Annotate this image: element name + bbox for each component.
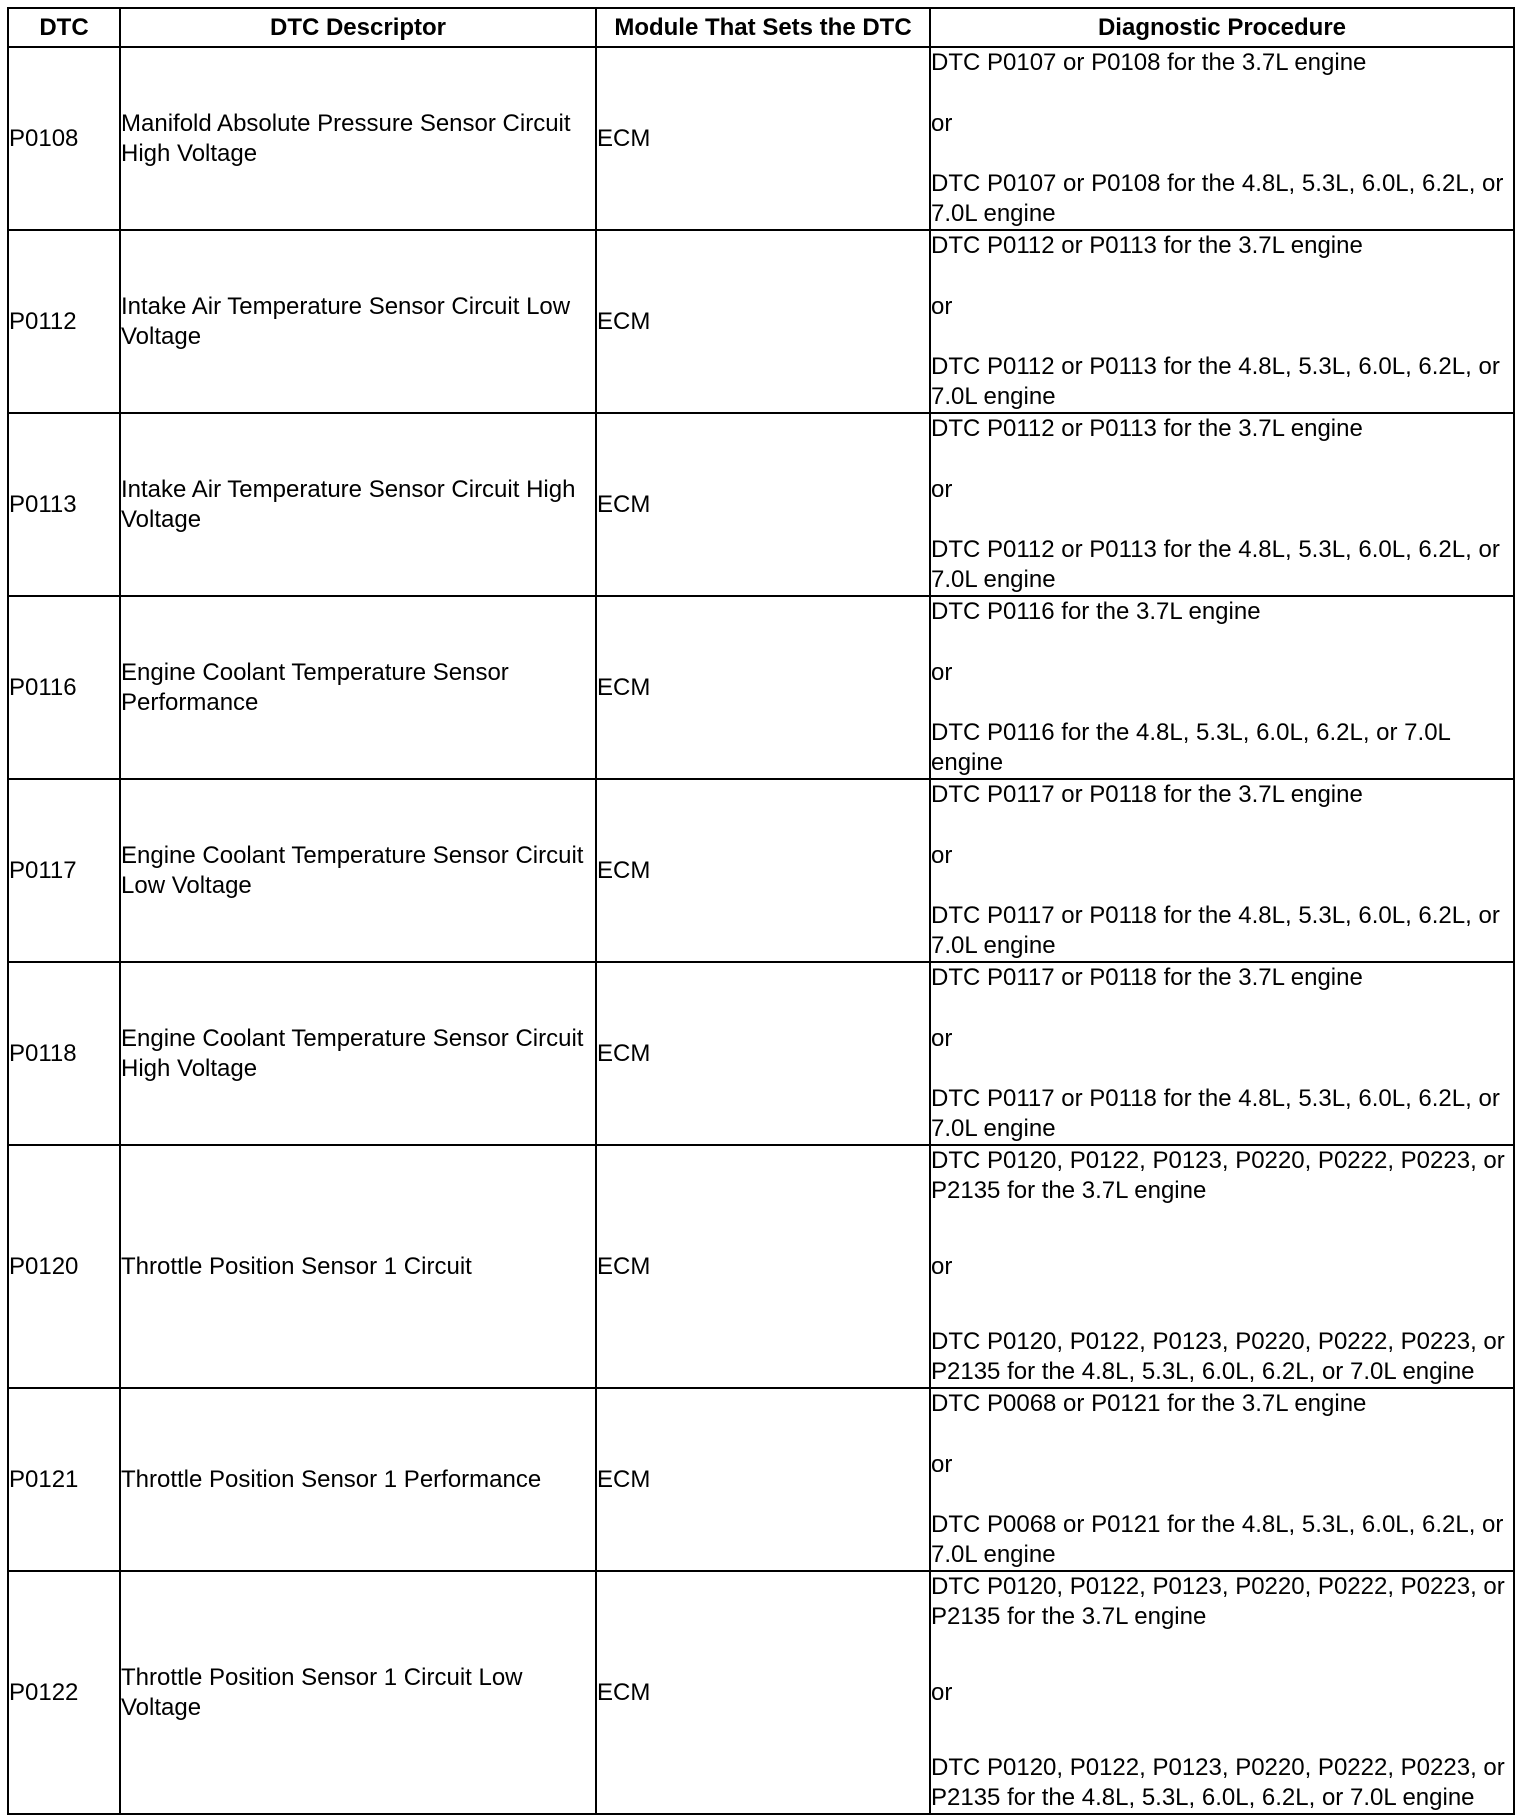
dtc-code-cell: P0118 bbox=[8, 962, 120, 1145]
procedure-content bbox=[931, 1389, 1513, 1570]
module-cell: ECM bbox=[596, 230, 930, 413]
header-procedure: Diagnostic Procedure bbox=[930, 8, 1514, 47]
procedure-first-link-text: DTC P0117 or P0118 for the 3.7L engine bbox=[931, 964, 1363, 991]
procedure-second-link-text: DTC P0117 or P0118 for the 4.8L, 5.3L, 6.0L, 6.2L, or 7.0L engine bbox=[931, 902, 1500, 959]
dtc-descriptor-cell: Engine Coolant Temperature Sensor Performance bbox=[120, 596, 596, 779]
procedure-or-text: or bbox=[931, 1252, 953, 1280]
procedure-content bbox=[931, 414, 1513, 595]
dtc-code-cell: P0121 bbox=[8, 1388, 120, 1571]
diagnostic-procedure-cell bbox=[930, 596, 1514, 779]
procedure-or-text: or bbox=[931, 109, 953, 137]
procedure-content bbox=[931, 1572, 1513, 1813]
dtc-descriptor-cell: Throttle Position Sensor 1 Circuit bbox=[120, 1145, 596, 1388]
table-row bbox=[8, 1571, 1514, 1814]
table-row bbox=[8, 230, 1514, 413]
diagnostic-procedure-cell bbox=[930, 962, 1514, 1145]
procedure-content bbox=[931, 231, 1513, 412]
table-row bbox=[8, 779, 1514, 962]
module-cell: ECM bbox=[596, 596, 930, 779]
procedure-or-text: or bbox=[931, 292, 953, 320]
procedure-or-text: or bbox=[931, 1450, 953, 1478]
procedure-content bbox=[931, 780, 1513, 961]
procedure-first-link-text: DTC P0112 or P0113 for the 3.7L engine bbox=[931, 232, 1363, 259]
table-row bbox=[8, 1145, 1514, 1388]
header-descriptor: DTC Descriptor bbox=[120, 8, 596, 47]
dtc-descriptor-cell: Intake Air Temperature Sensor Circuit High Voltage bbox=[120, 413, 596, 596]
procedure-first-link-text: DTC P0120, P0122, P0123, P0220, P0222, P0223, or P2135 for the 3.7L engine bbox=[931, 1573, 1505, 1630]
diagnostic-procedure-cell bbox=[930, 47, 1514, 230]
procedure-second-link-text: DTC P0107 or P0108 for the 4.8L, 5.3L, 6.0L, 6.2L, or 7.0L engine bbox=[931, 170, 1504, 227]
dtc-descriptor-cell: Intake Air Temperature Sensor Circuit Low Voltage bbox=[120, 230, 596, 413]
module-cell: ECM bbox=[596, 779, 930, 962]
header-dtc: DTC bbox=[8, 8, 120, 47]
header-module: Module That Sets the DTC bbox=[596, 8, 930, 47]
procedure-second-link-text: DTC P0117 or P0118 for the 4.8L, 5.3L, 6.0L, 6.2L, or 7.0L engine bbox=[931, 1085, 1500, 1142]
dtc-descriptor-cell: Engine Coolant Temperature Sensor Circuit High Voltage bbox=[120, 962, 596, 1145]
dtc-code-cell: P0122 bbox=[8, 1571, 120, 1814]
table-row bbox=[8, 962, 1514, 1145]
table-row bbox=[8, 47, 1514, 230]
diagnostic-procedure-cell bbox=[930, 1571, 1514, 1814]
procedure-or-text: or bbox=[931, 1024, 953, 1052]
table-body bbox=[8, 47, 1514, 1814]
diagnostic-procedure-cell bbox=[930, 230, 1514, 413]
dtc-code-cell: P0117 bbox=[8, 779, 120, 962]
diagnostic-procedure-cell bbox=[930, 1388, 1514, 1571]
diagnostic-procedure-cell bbox=[930, 1145, 1514, 1388]
dtc-descriptor-cell: Manifold Absolute Pressure Sensor Circuit High Voltage bbox=[120, 47, 596, 230]
procedure-first-link-text: DTC P0107 or P0108 for the 3.7L engine bbox=[931, 49, 1367, 76]
procedure-or-text: or bbox=[931, 841, 953, 869]
procedure-second-link-text: DTC P0068 or P0121 for the 4.8L, 5.3L, 6.0L, 6.2L, or 7.0L engine bbox=[931, 1511, 1504, 1568]
procedure-content bbox=[931, 48, 1513, 229]
procedure-second-link-text: DTC P0116 for the 4.8L, 5.3L, 6.0L, 6.2L, or 7.0L engine bbox=[931, 719, 1450, 776]
dtc-code-cell: P0116 bbox=[8, 596, 120, 779]
procedure-or-text: or bbox=[931, 475, 953, 503]
dtc-code-cell: P0113 bbox=[8, 413, 120, 596]
table-row bbox=[8, 413, 1514, 596]
procedure-first-link-text: DTC P0112 or P0113 for the 3.7L engine bbox=[931, 415, 1363, 442]
procedure-content bbox=[931, 963, 1513, 1144]
dtc-code-cell: P0112 bbox=[8, 230, 120, 413]
module-cell: ECM bbox=[596, 1388, 930, 1571]
procedure-first-link-text: DTC P0116 for the 3.7L engine bbox=[931, 598, 1261, 625]
dtc-descriptor-cell: Throttle Position Sensor 1 Performance bbox=[120, 1388, 596, 1571]
table-row bbox=[8, 1388, 1514, 1571]
procedure-first-link-text: DTC P0068 or P0121 for the 3.7L engine bbox=[931, 1390, 1367, 1417]
procedure-second-link-text: DTC P0112 or P0113 for the 4.8L, 5.3L, 6.0L, 6.2L, or 7.0L engine bbox=[931, 536, 1500, 593]
dtc-descriptor-cell: Throttle Position Sensor 1 Circuit Low Voltage bbox=[120, 1571, 596, 1814]
procedure-content bbox=[931, 1146, 1513, 1387]
procedure-or-text: or bbox=[931, 658, 953, 686]
procedure-second-link-text: DTC P0120, P0122, P0123, P0220, P0222, P0223, or P2135 for the 4.8L, 5.3L, 6.0L, 6.2L, or 7.0L engine bbox=[931, 1328, 1505, 1385]
procedure-second-link-text: DTC P0112 or P0113 for the 4.8L, 5.3L, 6.0L, 6.2L, or 7.0L engine bbox=[931, 353, 1500, 410]
diagnostic-procedure-cell bbox=[930, 413, 1514, 596]
table-header bbox=[8, 8, 1514, 47]
dtc-code-cell: P0120 bbox=[8, 1145, 120, 1388]
dtc-descriptor-cell: Engine Coolant Temperature Sensor Circuit Low Voltage bbox=[120, 779, 596, 962]
dtc-code-cell: P0108 bbox=[8, 47, 120, 230]
module-cell: ECM bbox=[596, 1571, 930, 1814]
header-row bbox=[8, 8, 1514, 47]
procedure-or-text: or bbox=[931, 1678, 953, 1706]
procedure-second-link-text: DTC P0120, P0122, P0123, P0220, P0222, P0223, or P2135 for the 4.8L, 5.3L, 6.0L, 6.2L, or 7.0L engine bbox=[931, 1754, 1505, 1811]
procedure-content bbox=[931, 597, 1513, 778]
module-cell: ECM bbox=[596, 47, 930, 230]
diagnostic-procedure-cell bbox=[930, 779, 1514, 962]
procedure-first-link-text: DTC P0120, P0122, P0123, P0220, P0222, P0223, or P2135 for the 3.7L engine bbox=[931, 1147, 1505, 1204]
procedure-first-link-text: DTC P0117 or P0118 for the 3.7L engine bbox=[931, 781, 1363, 808]
module-cell: ECM bbox=[596, 962, 930, 1145]
module-cell: ECM bbox=[596, 1145, 930, 1388]
table-row bbox=[8, 596, 1514, 779]
dtc-table bbox=[7, 7, 1515, 1815]
module-cell: ECM bbox=[596, 413, 930, 596]
